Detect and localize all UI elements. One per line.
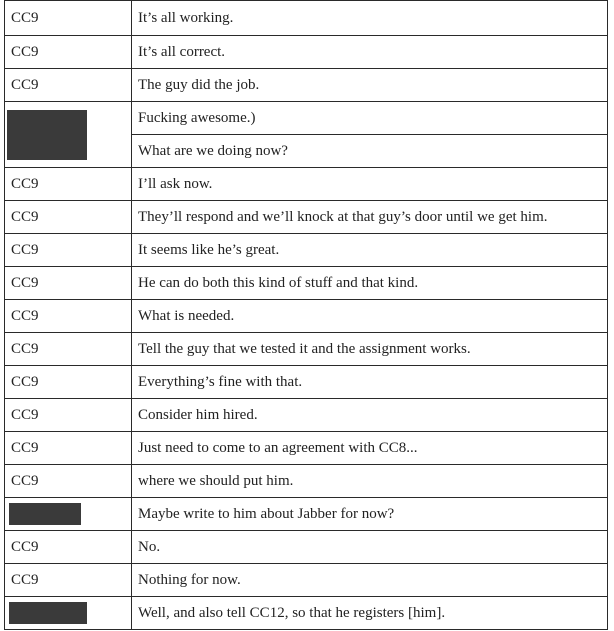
message-cell: What are we doing now?	[132, 135, 608, 168]
message-cell: Nothing for now.	[132, 564, 608, 597]
message-cell: He can do both this kind of stuff and that kind.	[132, 267, 608, 300]
speaker-cell: CC9	[5, 333, 132, 366]
table-row	[5, 69, 608, 102]
table-row	[5, 366, 608, 399]
table-row	[5, 498, 608, 531]
speaker-cell: CC9	[5, 267, 132, 300]
redacted-speaker-cell	[5, 597, 132, 630]
table-row	[5, 1, 608, 36]
speaker-cell: CC9	[5, 201, 132, 234]
message-cell: Fucking awesome.)	[132, 102, 608, 135]
message-cell: The guy did the job.	[132, 69, 608, 102]
message-cell: Tell the guy that we tested it and the assignment works.	[132, 333, 608, 366]
message-cell: Just need to come to an agreement with CC8...	[132, 432, 608, 465]
table-row	[5, 300, 608, 333]
redaction-block	[9, 602, 87, 624]
message-cell: No.	[132, 531, 608, 564]
table-row	[5, 597, 608, 630]
table-row	[5, 432, 608, 465]
message-cell: It seems like he’s great.	[132, 234, 608, 267]
speaker-cell: CC9	[5, 69, 132, 102]
table-row	[5, 234, 608, 267]
message-cell: Well, and also tell CC12, so that he registers [him].	[132, 597, 608, 630]
table-row	[5, 267, 608, 300]
speaker-cell: CC9	[5, 1, 132, 36]
message-cell: Maybe write to him about Jabber for now?	[132, 498, 608, 531]
speaker-cell: CC9	[5, 465, 132, 498]
redaction-block	[7, 110, 87, 160]
speaker-cell: CC9	[5, 300, 132, 333]
table-row	[5, 399, 608, 432]
table-row	[5, 531, 608, 564]
table-row	[5, 201, 608, 234]
speaker-cell: CC9	[5, 36, 132, 69]
redaction-block	[9, 503, 81, 525]
table-row	[5, 36, 608, 69]
message-cell: It’s all working.	[132, 1, 608, 36]
message-cell: I’ll ask now.	[132, 168, 608, 201]
table-row	[5, 168, 608, 201]
message-cell: Everything’s fine with that.	[132, 366, 608, 399]
table-row	[5, 333, 608, 366]
redacted-speaker-cell	[5, 102, 132, 168]
message-cell: They’ll respond and we’ll knock at that guy’s door until we get him.	[132, 201, 608, 234]
message-cell: Consider him hired.	[132, 399, 608, 432]
message-cell: It’s all correct.	[132, 36, 608, 69]
table-row	[5, 102, 608, 135]
table-row	[5, 564, 608, 597]
message-cell: where we should put him.	[132, 465, 608, 498]
message-cell: What is needed.	[132, 300, 608, 333]
speaker-cell: CC9	[5, 432, 132, 465]
chat-transcript-table	[4, 0, 608, 630]
speaker-cell: CC9	[5, 564, 132, 597]
speaker-cell: CC9	[5, 234, 132, 267]
speaker-cell: CC9	[5, 399, 132, 432]
redacted-speaker-cell	[5, 498, 132, 531]
speaker-cell: CC9	[5, 366, 132, 399]
speaker-cell: CC9	[5, 531, 132, 564]
speaker-cell: CC9	[5, 168, 132, 201]
table-row	[5, 465, 608, 498]
